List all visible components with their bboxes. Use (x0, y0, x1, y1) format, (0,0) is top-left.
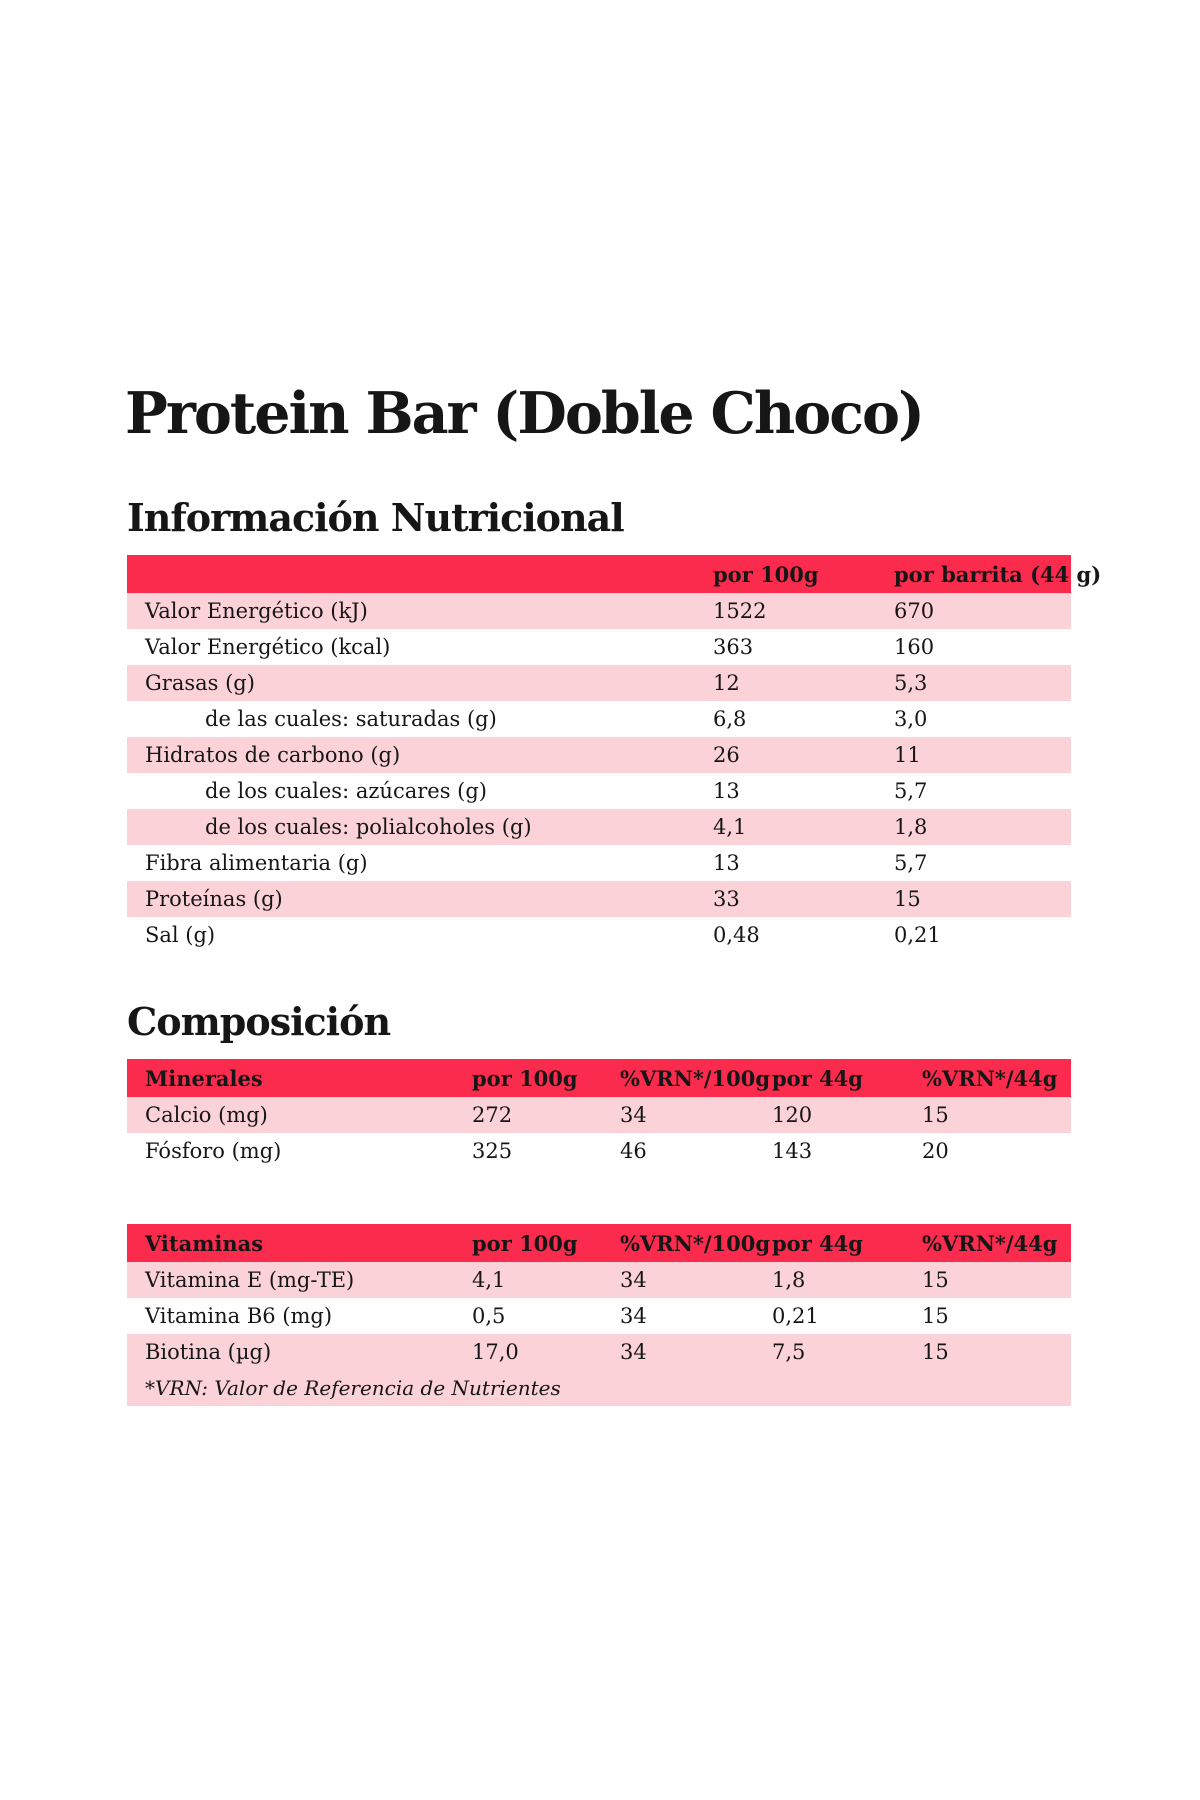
row-label: Sal (g) (145, 922, 216, 947)
table-row (127, 917, 1071, 953)
value-perbarrita: 5,3 (894, 670, 928, 695)
row-label: Grasas (g) (145, 670, 255, 695)
table-row (127, 1133, 1071, 1169)
value-per100g: 325 (472, 1138, 513, 1163)
value-perbarrita: 5,7 (894, 778, 928, 803)
value-per44g: 120 (772, 1102, 813, 1127)
value-vrn100g: 46 (620, 1138, 647, 1163)
header-cell-minerales: Minerales (145, 1065, 263, 1091)
value-per100g: 26 (713, 742, 740, 767)
value-per100g: 363 (713, 634, 754, 659)
row-label: Fibra alimentaria (g) (145, 850, 368, 875)
nutrition-sheet (125, 0, 1102, 1406)
table-row (127, 881, 1071, 917)
table-row (127, 1262, 1071, 1298)
value-perbarrita: 0,21 (894, 922, 941, 947)
minerals-table (127, 1059, 1071, 1169)
value-vrn100g: 34 (620, 1102, 647, 1127)
value-per100g: 4,1 (472, 1267, 506, 1292)
value-perbarrita: 670 (894, 598, 935, 623)
value-perbarrita: 3,0 (894, 706, 928, 731)
value-per44g: 0,21 (772, 1303, 819, 1328)
header-cell-vrn100g: %VRN*/100g (620, 1065, 771, 1091)
table-row (127, 593, 1071, 629)
table-row (127, 1097, 1071, 1133)
value-per44g: 7,5 (772, 1339, 806, 1364)
value-vrn44g: 20 (922, 1138, 949, 1163)
vitamins-table (127, 1224, 1071, 1406)
table-row (127, 665, 1071, 701)
header-cell-per100g: por 100g (713, 561, 819, 587)
row-label: de los cuales: azúcares (g) (205, 778, 487, 803)
header-cell-vrn44g: %VRN*/44g (922, 1065, 1058, 1091)
value-vrn100g: 34 (620, 1339, 647, 1364)
section-heading-nutrition: Información Nutricional (127, 495, 624, 540)
header-cell-perbarrita: por barrita (44 g) (894, 561, 1102, 587)
value-perbarrita: 160 (894, 634, 935, 659)
header-cell-vrn100g: %VRN*/100g (620, 1230, 771, 1256)
table-row (127, 629, 1071, 665)
value-per100g: 0,48 (713, 922, 760, 947)
header-cell-per44g: por 44g (772, 1065, 863, 1091)
value-vrn100g: 34 (620, 1267, 647, 1292)
header-cell-vitaminas: Vitaminas (145, 1230, 264, 1256)
table-row (127, 845, 1071, 881)
vitamins-header-row (127, 1224, 1071, 1262)
value-per100g: 33 (713, 886, 740, 911)
table-row (127, 701, 1071, 737)
header-cell-per44g: por 44g (772, 1230, 863, 1256)
value-perbarrita: 1,8 (894, 814, 928, 839)
row-label: de los cuales: polialcoholes (g) (205, 814, 532, 839)
value-per100g: 272 (472, 1102, 513, 1127)
value-vrn44g: 15 (922, 1339, 949, 1364)
nutrition-table (127, 555, 1102, 953)
value-vrn44g: 15 (922, 1267, 949, 1292)
row-label: Vitamina E (mg-TE) (145, 1267, 355, 1292)
row-label: de las cuales: saturadas (g) (205, 706, 497, 731)
header-cell-vrn44g: %VRN*/44g (922, 1230, 1058, 1256)
table-row (127, 809, 1071, 845)
value-perbarrita: 15 (894, 886, 921, 911)
table-row (127, 737, 1071, 773)
value-vrn100g: 34 (620, 1303, 647, 1328)
minerals-header-row (127, 1059, 1071, 1097)
table-row (127, 1298, 1071, 1334)
row-label: Proteínas (g) (145, 886, 283, 911)
table-row (127, 1334, 1071, 1370)
value-per100g: 4,1 (713, 814, 747, 839)
vrn-footnote: *VRN: Valor de Referencia de Nutrientes (127, 1370, 1071, 1406)
table-row (127, 773, 1071, 809)
row-label: Vitamina B6 (mg) (145, 1303, 333, 1328)
value-per100g: 6,8 (713, 706, 747, 731)
header-cell-per100g: por 100g (472, 1230, 578, 1256)
value-perbarrita: 5,7 (894, 850, 928, 875)
value-per44g: 1,8 (772, 1267, 806, 1292)
value-per44g: 143 (772, 1138, 813, 1163)
value-per100g: 0,5 (472, 1303, 506, 1328)
value-per100g: 13 (713, 850, 740, 875)
row-label: Valor Energético (kJ) (145, 598, 368, 623)
value-per100g: 1522 (713, 598, 767, 623)
nutrition-header-row (127, 555, 1102, 593)
row-label: Hidratos de carbono (g) (145, 742, 401, 767)
row-label: Calcio (mg) (145, 1102, 268, 1127)
value-perbarrita: 11 (894, 742, 921, 767)
page-title: Protein Bar (Doble Choco) (125, 380, 923, 447)
header-cell-per100g: por 100g (472, 1065, 578, 1091)
row-label: Biotina (µg) (145, 1339, 272, 1364)
value-per100g: 13 (713, 778, 740, 803)
row-label: Valor Energético (kcal) (145, 634, 391, 659)
section-heading-composition: Composición (127, 999, 391, 1044)
value-vrn44g: 15 (922, 1303, 949, 1328)
row-label: Fósforo (mg) (145, 1138, 282, 1163)
value-per100g: 17,0 (472, 1339, 519, 1364)
value-vrn44g: 15 (922, 1102, 949, 1127)
value-per100g: 12 (713, 670, 740, 695)
